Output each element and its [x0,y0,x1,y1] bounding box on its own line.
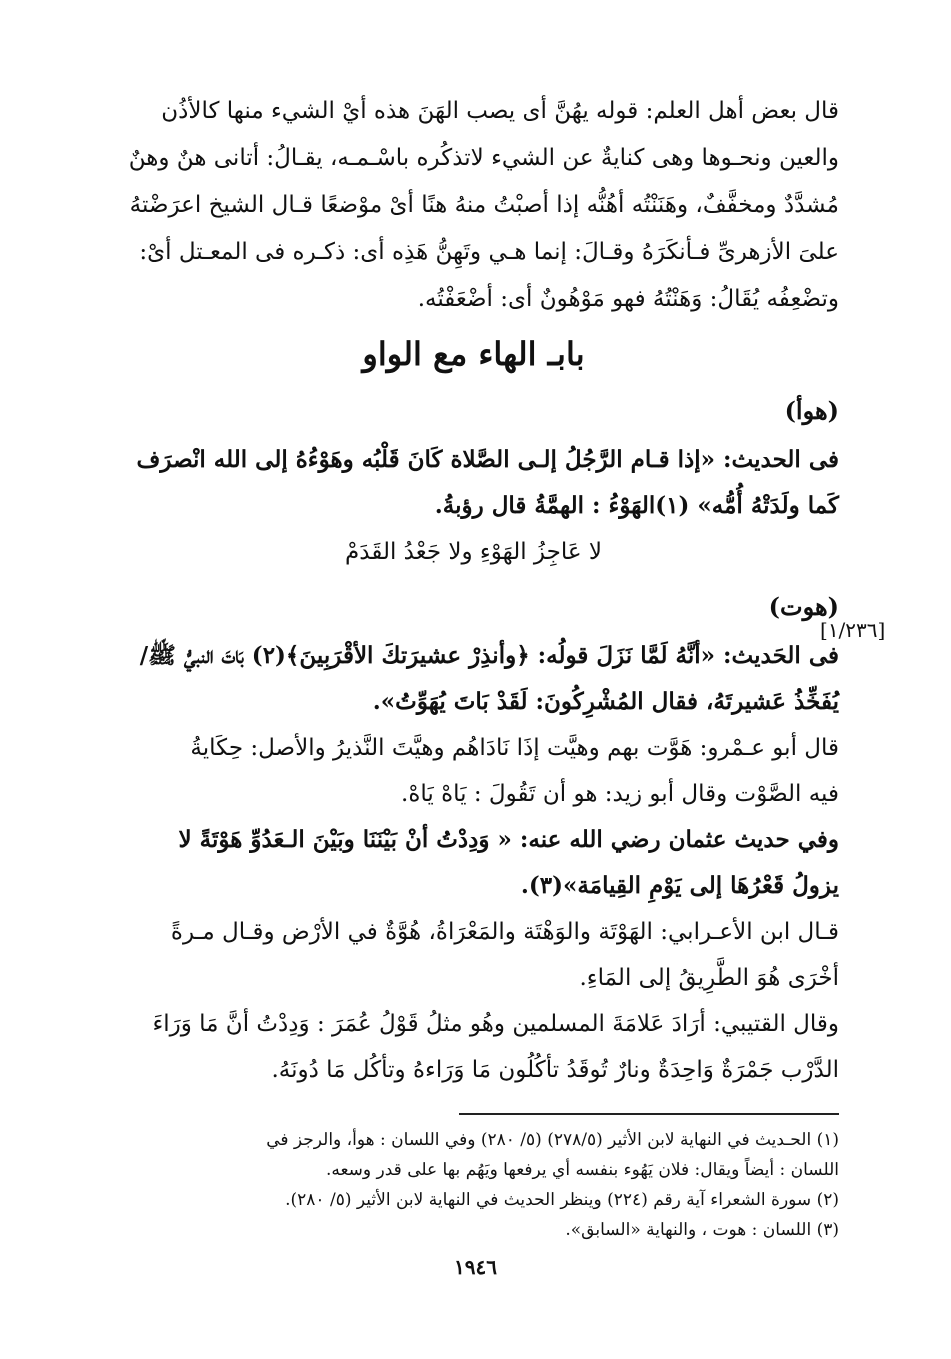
text-line: الدَّرْب جَمْرَةٌ وَاحِدَةٌ ونارٌ تُوقَدُ تأكُلُون مَا وَرَاءهُ وتأكُل مَا دُونَهُ. [271,1057,839,1083]
text-line: فى الحديث: «إذا قـام الرَّجُلُ إلـى الصَّلاة كَانَ قَلْبُه وهَوْءُهُ إلى الله انْصرَف [136,446,839,473]
text-line: قال بعض أهل العلم: قوله يهُنَّ أى يصب الهَنَ هذه أيْ الشيء منها كالأذُن [161,98,839,124]
footnote-line: (١) الحـديث في النهاية لابن الأثير (٢٧٨/٥) (٥/ ٢٨٠) وفي اللسان : هوأ، والرجز في [266,1130,839,1150]
text-line: علىَ الأزهرىِّ فـأنكَرَهُ وقـالَ: إنما هـي وتَهِنُّ هَذِه أى: ذكـره فى المعـتل أىْ: [139,239,839,265]
text-line: وتضْعِفُه يُقَالُ: وَهَنْتُهُ فهو مَوْهُونٌ أى: أضْعَفْتُه. [417,286,839,312]
text-line: فيه الصَّوْت وقال أبو زيد: هو أن تَقُولَ : يَاهْ يَاهْ. [401,781,839,807]
text-line: أخْرَى هُوَ الطَّرِيقُ إلى المَاءِ. [579,965,839,991]
footnote-divider [459,1113,839,1115]
text-line: وفي حديث عثمان رضي الله عنه: « وَدِدْتُ أنْ بَيْنَنَا وبَيْنَ الـعَدُوِّ هَوْتَةً لا [178,826,839,853]
page-number: ١٩٤٦ [454,1255,497,1279]
chapter-heading: بابـ الهاء مع الواو [362,335,585,373]
text-line: يُفَخِّذُ عَشيرتَهُ، فقال المُشْرِكُونَ: لَقَدْ بَاتَ يُهَوِّتُ». [372,688,839,715]
footnote-line: اللسان : أيضاً ويقال: فلان يَهُوء بنفسه أي يرفعها ويَهُم بها على قدر وسعه. [325,1160,839,1180]
footnote-line: (٣) اللسان : هوت ، والنهاية «السابق». [565,1220,839,1240]
footnote-line: (٢) سورة الشعراء آية رقم (٢٢٤) وينظر الحديث في النهاية لابن الأثير (٥/ ٢٨٠). [285,1190,839,1210]
text-line: مُشدَّدٌ ومخفَّفٌ، وهَنَنْتُه أهُنُّه إذا أصبْتُ منهُ هنًا أىْ موْضعًا قـال الشيخ اعرَضْتهُ [129,192,839,218]
text-line: قال أبو عـمْرو: هَوَّت بهم وهيَّت إذَا نَادَاهُم وهيَّتَ النَّذيرُ والأصل: حِكَايةُ [190,735,839,761]
text-line: والعين ونحـوها وهى كنايةٌ عن الشيء لاتذكُره باسْـمـه، يقـالُ: أتانى هنٌ وهنٌ [128,145,839,171]
text-line: وقال القتيبي: أرَادَ عَلامَةَ المسلمين وهُو مثلُ قَوْلُ عُمَرَ : وَدِدْتُ أنَّ مَا وَرَاءَ [152,1011,839,1037]
text-line: فى الحَديث: «أنَّهُ لَمَّا نَزَلَ قولُه: ﴿وأنذِرْ عشيرَتكَ الأقْرَبِينَ﴾(٢) بَاتَ النبيُّ ﷺ/ [139,642,839,669]
paragraph [108,1001,839,1093]
text-line: كَما ولَدَتْهُ أُمُّه» (١)الهَوْءُ : الهمَّةُ قال رؤبةُ. [434,492,839,519]
entry-title: (هوت) [768,592,839,621]
entry-title: (هوأ) [784,396,839,425]
footnotes [108,1125,839,1245]
margin-reference: [١/٢٣٦] [820,618,886,642]
intro-paragraph [108,88,839,323]
entry-hawa [108,389,839,575]
paragraph [108,817,839,909]
text-line: يزولُ قَعْرُهَا إلى يَوْمِ القِيامَة»(٣). [520,872,839,899]
paragraph [108,725,839,817]
paragraph [108,909,839,1001]
text-line: قـال ابن الأعـرابي: الهَوْتَة والوَهْتَة والمَعْرَاةُ، هُوَّةٌ في الأرْض وقـال مـرةً [170,919,839,945]
paragraph [108,633,839,725]
poetry-verse: لا عَاجِزُ الهَوْءِ ولا جَعْدُ القَدَمْ [345,539,602,565]
entry-hawt [108,585,839,1093]
